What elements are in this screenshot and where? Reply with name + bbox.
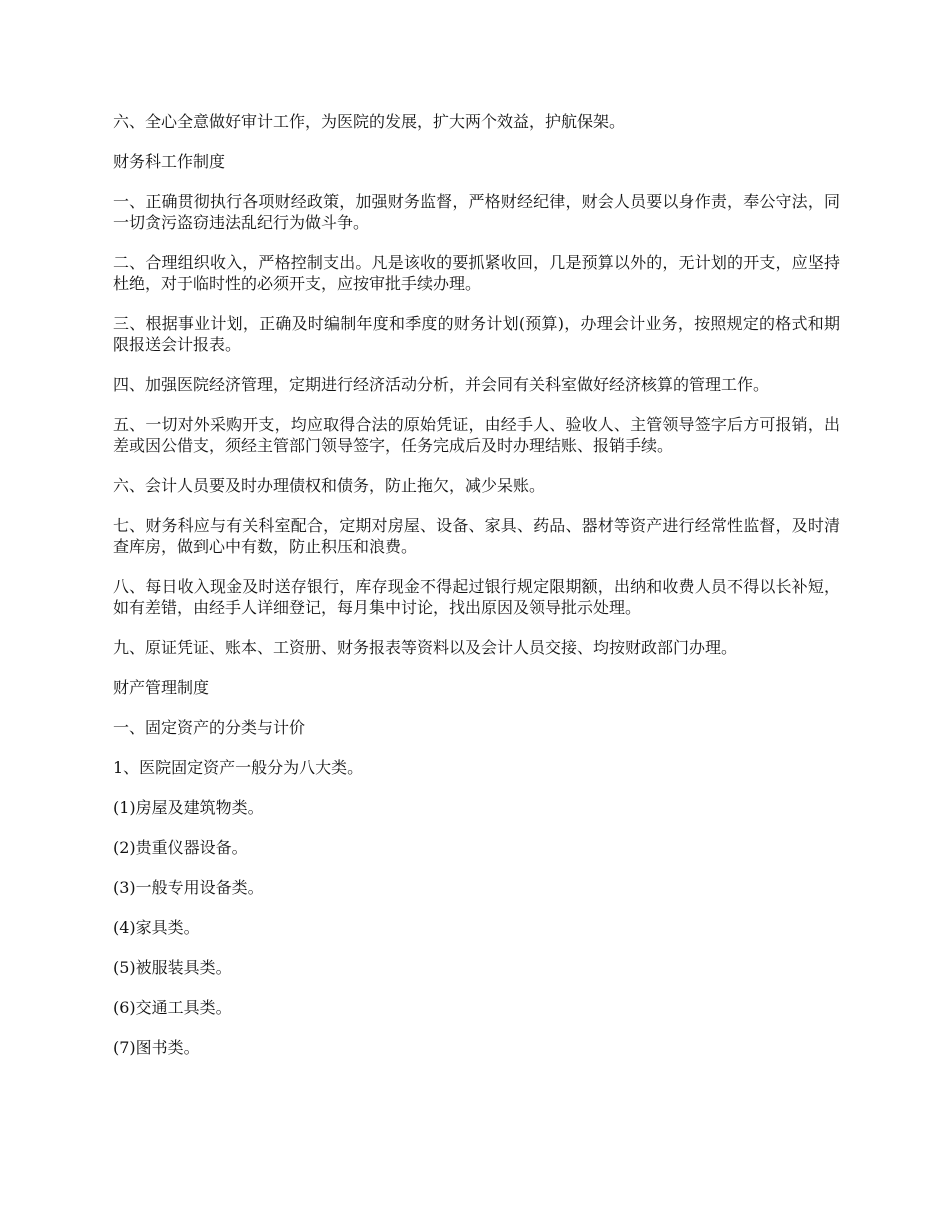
paragraph-finance-item-6: 六、会计人员要及时办理债权和债务，防止拖欠，减少呆账。 — [113, 476, 546, 495]
document-body — [113, 111, 840, 1077]
list-item-category-7: (7)图书类。 — [113, 1038, 200, 1057]
paragraph-property-subitem-1: 1、医院固定资产一般分为八大类。 — [113, 758, 364, 777]
paragraph-finance-item-2: 二、合理组织收入，严格控制支出。凡是该收的要抓紧收回，几是预算以外的，无计划的开支，应坚持杜绝，对于临时性的必须开支，应按审批手续办理。 — [113, 253, 840, 293]
paragraph-finance-item-7: 七、财务科应与有关科室配合，定期对房屋、设备、家具、药品、器材等资产进行经常性监督，及时清查库房，做到心中有数，防止积压和浪费。 — [113, 516, 840, 556]
list-item-category-4: (4)家具类。 — [113, 918, 200, 937]
section-heading-property-rules: 财产管理制度 — [113, 678, 210, 697]
list-item-category-6: (6)交通工具类。 — [113, 998, 232, 1017]
paragraph-finance-item-8: 八、每日收入现金及时送存银行，库存现金不得起过银行规定限期额，出纳和收费人员不得以长补短，如有差错，由经手人详细登记，每月集中讨论，找出原因及领导批示处理。 — [113, 577, 840, 617]
paragraph-finance-item-3: 三、根据事业计划，正确及时编制年度和季度的财务计划(预算)，办理会计业务，按照规定的格式和期限报送会计报表。 — [113, 314, 840, 354]
paragraph-finance-item-1: 一、正确贯彻执行各项财经政策，加强财务监督，严格财经纪律，财会人员要以身作责，奉公守法，同一切贪污盗窃违法乱纪行为做斗争。 — [113, 192, 840, 232]
list-item-category-3: (3)一般专用设备类。 — [113, 878, 264, 897]
paragraph-property-item-1: 一、固定资产的分类与计价 — [113, 718, 306, 737]
paragraph-finance-item-4: 四、加强医院经济管理，定期进行经济活动分析，并会同有关科室做好经济核算的管理工作。 — [113, 375, 770, 394]
list-item-category-2: (2)贵重仪器设备。 — [113, 838, 248, 857]
paragraph-audit-item-6: 六、全心全意做好审计工作，为医院的发展，扩大两个效益，护航保架。 — [113, 112, 626, 131]
section-heading-finance-rules: 财务科工作制度 — [113, 152, 226, 171]
list-item-category-5: (5)被服装具类。 — [113, 958, 232, 977]
paragraph-finance-item-9: 九、原证凭证、账本、工资册、财务报表等资料以及会计人员交接、均按财政部门办理。 — [113, 638, 738, 657]
list-item-category-1: (1)房屋及建筑物类。 — [113, 798, 264, 817]
paragraph-finance-item-5: 五、一切对外采购开支，均应取得合法的原始凭证，由经手人、验收人、主管领导签字后方可报销，出差或因公借支，须经主管部门领导签字，任务完成后及时办理结账、报销手续。 — [113, 415, 840, 455]
